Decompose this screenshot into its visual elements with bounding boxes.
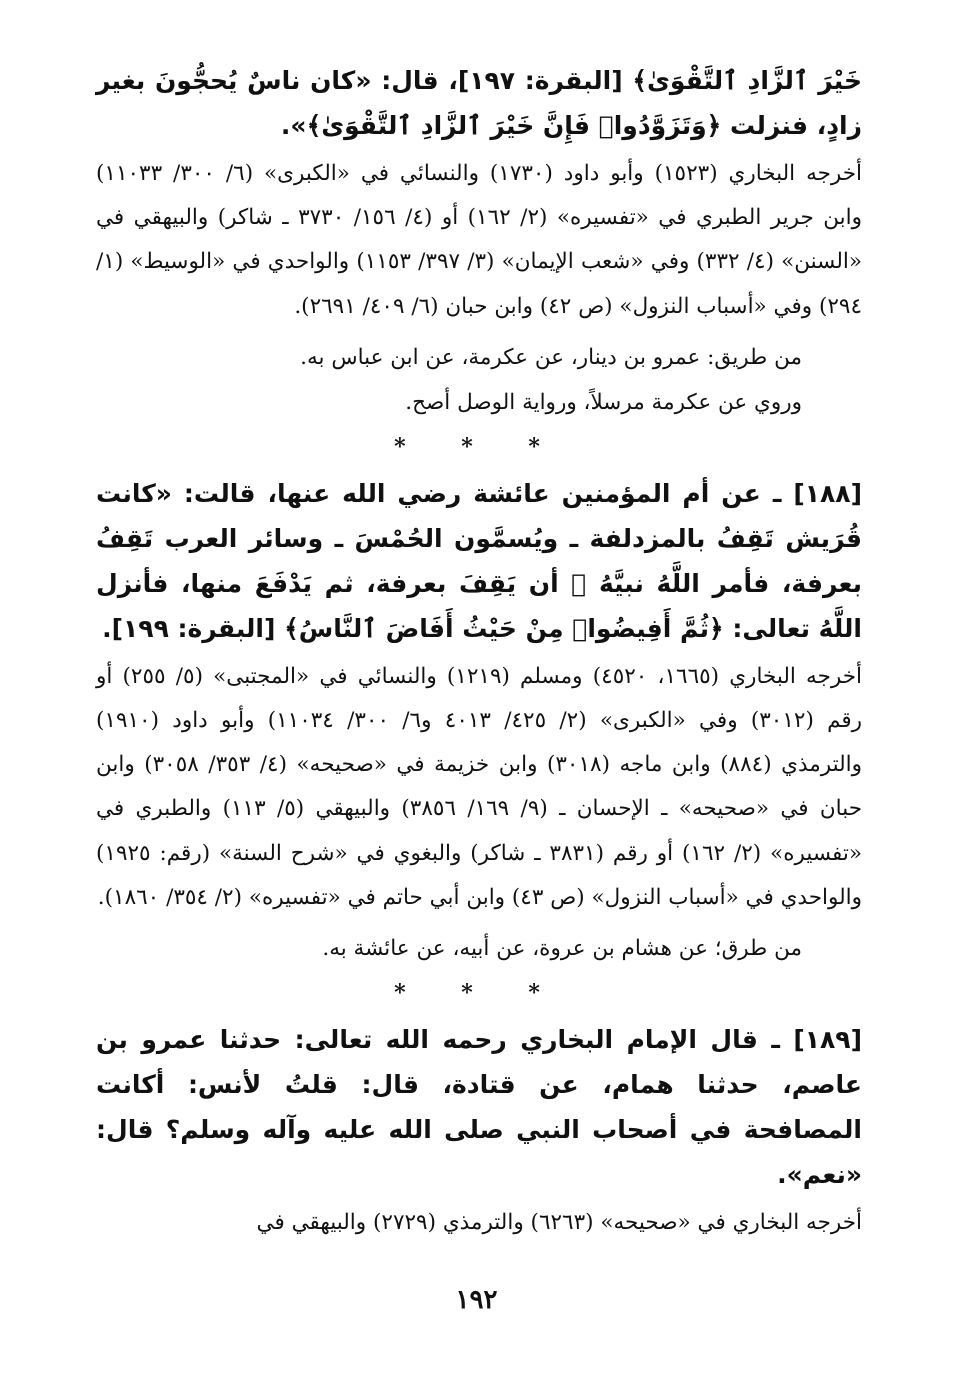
isnad-187	[96, 335, 862, 425]
page-number: ١٩٢	[455, 1285, 498, 1315]
section-separator-2: * * *	[394, 980, 564, 1007]
book-page	[96, 58, 862, 1245]
takhrij-189-start: أخرجه البخاري في «صحيحه» (٦٢٦٣) والترمذي (٢٧٢٩) والبيهقي في	[256, 1210, 862, 1236]
hadith-188: [١٨٨] ـ عن أم المؤمنين عائشة رضي الله عنها، قالت: «كانت قُرَيش تَقِفُ بالمزدلفة ـ ويُسمَّون الحُمْسَ ـ وسائر العرب تَقِفُ بعرفة، فأمر اللَّهُ نبيَّهُ ﷺ أن يَقِفَ بعرفة، ثم يَدْفَعَ منها، فأنزل اللَّهُ تعالى: ﴿ثُمَّ أَفِيضُوا۟ مِنْ حَيْثُ أَفَاضَ ٱلنَّاسُ﴾ [البقرة: ١٩٩].	[96, 478, 862, 643]
section-separator-1: * * *	[394, 433, 564, 460]
isnad-187-line-2: وروي عن عكرمة مرسلاً، ورواية الوصل أصح.	[405, 389, 802, 415]
isnad-187-line-1: من طريق: عمرو بن دينار، عن عكرمة، عن ابن عباس به.	[300, 344, 802, 370]
isnad-188: من طرق؛ عن هشام بن عروة، عن أبيه، عن عائشة به.	[322, 936, 802, 962]
takhrij-188: أخرجه البخاري (١٦٦٥، ٤٥٢٠) ومسلم (١٢١٩) والنسائي في «المجتبى» (٥/ ٢٥٥) أو رقم (٣٠١٢) وفي «الكبرى» (٢/ ٤٢٥/ ٤٠١٣ و٦/ ٣٠٠/ ١١٠٣٤) وأبو داود (١٩١٠) والترمذي (٨٨٤) وابن ماجه (٣٠١٨) وابن خزيمة في «صحيحه» (٤/ ٣٥٣/ ٣٠٥٨) وابن حبان في «صحيحه» ـ الإحسان ـ (٩/ ١٦٩/ ٣٨٥٦) والبيهقي (٥/ ١١٣) والطبري في «تفسيره» (٢/ ١٦٢) أو رقم (٣٨٣١ ـ شاكر) والبغوي في «شرح السنة» (رقم: ١٩٢٥) والواحدي في «أسباب النزول» (ص ٤٣) وابن أبي حاتم في «تفسيره» (٢/ ٣٥٤/ ١٨٦٠).	[96, 663, 863, 910]
hadith-187-ending: خَيْرَ ٱلزَّادِ ٱلتَّقْوَىٰ﴾ [البقرة: ١٩٧]، قال: «كان ناسٌ يُحجُّونَ بغير زادٍ، فنزلت ﴿وَتَزَوَّدُوا۟ فَإِنَّ خَيْرَ ٱلزَّادِ ٱلتَّقْوَىٰ﴾».	[96, 66, 863, 140]
hadith-189: [١٨٩] ـ قال الإمام البخاري رحمه الله تعالى: حدثنا عمرو بن عاصم، حدثنا همام، عن قتادة، قال: قلتُ لأنس: أكانت المصافحة في أصحاب النبي صلى الله عليه وآله وسلم؟ قال: «نعم».	[96, 1025, 862, 1190]
takhrij-187: أخرجه البخاري (١٥٢٣) وأبو داود (١٧٣٠) والنسائي في «الكبرى» (٦/ ٣٠٠/ ١١٠٣٣) وابن جرير الطبري في «تفسيره» (٢/ ١٦٢) أو (٤/ ١٥٦/ ٣٧٣٠ ـ شاكر) والبيهقي في «السنن» (٤/ ٣٣٢) وفي «شعب الإيمان» (٣/ ٣٩٧/ ١١٥٣) والواحدي في «الوسيط» (١/ ٢٩٤) وفي «أسباب النزول» (ص ٤٢) وابن حبان (٦/ ٤٠٩/ ٢٦٩١).	[96, 161, 863, 319]
